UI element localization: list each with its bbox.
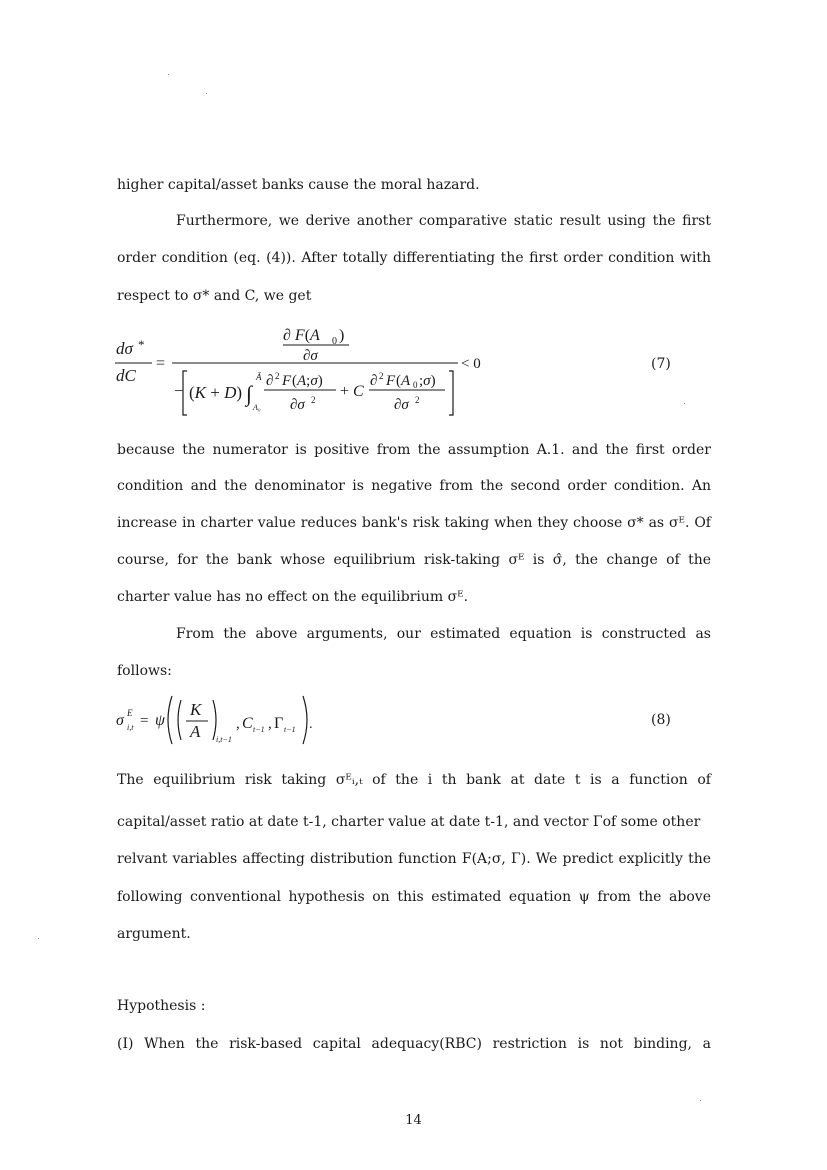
body-text-line: charter value has no effect on the equilibrium σᴱ. <box>117 589 469 605</box>
svg-text:t−1: t−1 <box>284 725 296 734</box>
body-text-line: order condition (eq. (4)). After totally differentiating the first order condition with <box>117 250 711 266</box>
svg-text:∂ F(A: ∂ F(A <box>283 327 320 344</box>
body-text-line: argument. <box>117 926 191 942</box>
svg-text:i,t−1: i,t−1 <box>216 735 232 744</box>
svg-text:ψ: ψ <box>155 712 165 729</box>
svg-text:σ: σ <box>116 712 124 729</box>
svg-text:< 0: < 0 <box>461 356 481 372</box>
svg-text:∂σ: ∂σ <box>303 348 318 364</box>
scan-speck <box>206 93 207 94</box>
svg-text:.: . <box>309 717 313 732</box>
svg-text:A₀: A₀ <box>253 403 261 412</box>
scan-speck <box>168 74 169 75</box>
svg-text:0: 0 <box>413 380 418 390</box>
svg-text:(K + D): (K + D) <box>189 383 243 402</box>
svg-text:i,t: i,t <box>127 723 134 732</box>
equation-8-graphic <box>0 690 827 750</box>
body-text-line: follows: <box>117 663 172 679</box>
svg-text:): ) <box>339 327 345 344</box>
svg-text:F: F <box>282 373 292 389</box>
svg-text:C: C <box>242 715 253 732</box>
hypothesis-heading: Hypothesis : <box>117 998 206 1014</box>
svg-text:−: − <box>174 383 184 400</box>
body-text-line: condition and the denominator is negative from the second order condition. An <box>117 478 711 494</box>
svg-text:0: 0 <box>332 336 337 347</box>
svg-text:(A;σ): (A;σ) <box>292 373 323 389</box>
svg-text:,: , <box>236 716 240 732</box>
scan-speck <box>38 938 39 939</box>
body-text-line: Furthermore, we derive another comparative static result using the first <box>176 213 711 229</box>
svg-text:Ā: Ā <box>256 372 262 382</box>
svg-text:F: F <box>386 373 396 389</box>
svg-text:;σ): ;σ) <box>419 373 436 389</box>
body-text-line: course, for the bank whose equilibrium risk-taking σᴱ is σ̂, the change of the <box>117 552 711 568</box>
page-number: 14 <box>405 1113 422 1128</box>
scan-speck <box>700 1100 701 1101</box>
svg-text:∂σ: ∂σ <box>290 397 305 413</box>
equation-number: (8) <box>651 712 671 728</box>
equation-7-graphic <box>0 318 827 428</box>
svg-text:dσ: dσ <box>116 339 133 358</box>
body-text-line: increase in charter value reduces bank's risk taking when they choose σ* as σᴱ. Of <box>117 515 711 531</box>
svg-text:∂: ∂ <box>370 373 378 389</box>
svg-text:dC: dC <box>116 366 136 385</box>
svg-text:=: = <box>140 713 149 729</box>
svg-text:+ C: + C <box>340 383 364 400</box>
svg-text:*: * <box>138 337 145 352</box>
svg-text:2: 2 <box>379 371 384 381</box>
svg-text:(A: (A <box>396 373 411 389</box>
body-text-line: higher capital/asset banks cause the moral hazard. <box>117 177 480 193</box>
body-text-line: because the numerator is positive from the assumption A.1. and the first order <box>117 442 711 458</box>
body-text-line: From the above arguments, our estimated equation is constructed as <box>176 626 711 642</box>
svg-text:2: 2 <box>311 395 316 405</box>
svg-text:=: = <box>156 355 166 372</box>
scan-speck <box>684 403 685 404</box>
svg-text:A: A <box>190 722 201 741</box>
hypothesis-item: (I) When the risk-based capital adequacy(RBC) restriction is not binding, a <box>117 1036 711 1052</box>
svg-text:2: 2 <box>275 371 280 381</box>
body-text-line: capital/asset ratio at date t-1, charter value at date t-1, and vector Γof some other <box>117 814 701 830</box>
svg-text:t−1: t−1 <box>253 725 265 734</box>
svg-text:,: , <box>268 716 272 732</box>
svg-text:∫: ∫ <box>246 381 253 406</box>
body-text-line: respect to σ* and C, we get <box>117 288 312 304</box>
svg-text:K: K <box>190 700 202 719</box>
equation-number: (7) <box>651 356 671 372</box>
svg-text:∂σ: ∂σ <box>394 397 409 413</box>
svg-text:E: E <box>127 708 133 718</box>
svg-text:∂: ∂ <box>266 373 274 389</box>
body-text-line: relvant variables affecting distribution function F(A;σ, Γ). We predict explicitly the <box>117 851 711 867</box>
body-text-line: following conventional hypothesis on this estimated equation ψ from the above <box>117 889 711 905</box>
svg-text:Γ: Γ <box>274 715 284 732</box>
svg-text:2: 2 <box>415 395 420 405</box>
body-text-line: The equilibrium risk taking σᴱᵢ,ₜ of the i th bank at date t is a function of <box>117 772 711 788</box>
